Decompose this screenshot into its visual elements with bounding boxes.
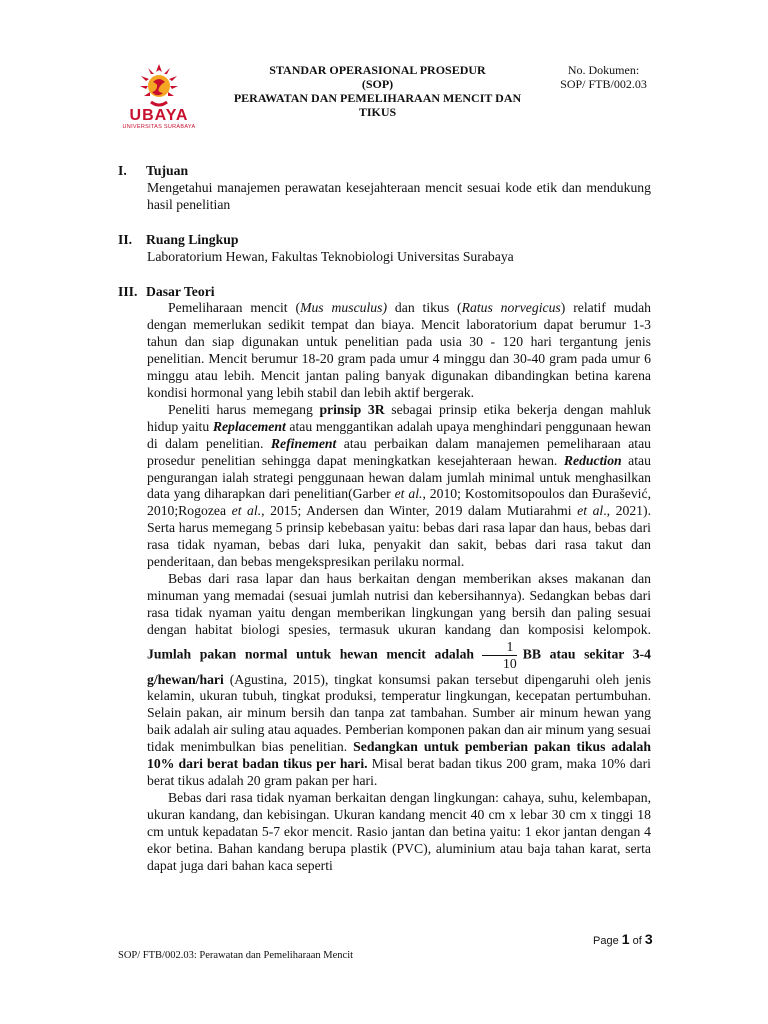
document-header <box>118 60 658 130</box>
paragraph: Bebas dari rasa lapar dan haus berkaitan dengan memberikan akses makanan dan minuman yang memadai (sesuai jumlah nutrisi dan kebersihannya). Sedangkan bebas dari rasa tidak nyaman yaitu dengan memberikan lingkungan yang bersih dan paling sesuai dengan habitat biologi spesies, termasuk ukuran kandang dan komposisi kelompok. Jumlah pakan normal untuk hewan mencit adalah $\frac{1}{10}$ BB atau sekitar 3-4 g/hewan/hari (Agustina, 2015), tingkat konsumsi pakan tersebut dipengaruhi oleh jenis kelamin, ukuran tubuh, tingkat produksi, temperatur lingkungan, kecepatan pertumbuhan. Selain pakan, air minum bersih dan tanpa zat tambahan. Sumber air minum hewan yang baik adalah air suling atau aquades. Pemberian komponen pakan dan air minum yang sesuai tidak menimbulkan bias penelitian. Sedangkan untuk pemberian pakan tikus adalah 10% dari berat badan tikus per hari. Misal berat badan tikus 200 gram, maka 10% dari berat tikus adalah 20 gram pakan per hari. <box>147 570 652 788</box>
section-heading: III. Dasar Teori <box>118 283 215 299</box>
doc-number: SOP/ FTB/002.03 <box>560 77 647 91</box>
page-number: Page 1 of 3 <box>593 931 653 947</box>
paragraph: Peneliti harus memegang prinsip 3R sebagai prinsip etika bekerja dengan mahluk hidup yaitu Replacement atau menggantikan adalah upaya menghindari penggunaan hewan di dalam penelitian. Refinement atau perbaikan dalam manajemen pemeliharaan atau prosedur penelitian sehingga dapat meningkatkan kesejahteraan hewan. Reduction atau pengurangan ialah strategi penggunaan hewan dalam jumlah minimal untuk menghasilkan data yang diharapkan dari penelitian(Garber et al., 2010; Kostomitsopoulos dan Đurašević, 2010;Rogozea et al., 2015; Andersen dan Winter, 2019 dalam Mutiarahmi et al., 2021). Serta harus memegang 5 prinsip kebebasan yaitu: bebas dari rasa lapar dan haus, bebas dari rasa tidak nyaman, bebas dari luka, penyakit dan sakit, bebas dari rasa takut dan penderitaan, dan bebas mengekspresikan perilaku normal. <box>147 401 652 570</box>
section-text: Mengetahui manajemen perawatan kesejahteraan mencit sesuai kode etik dan mendukung hasil penelitian <box>147 179 651 212</box>
document-number-block <box>551 63 656 91</box>
section-ruang-lingkup <box>118 232 651 266</box>
section-heading: II. Ruang Lingkup <box>118 231 239 247</box>
footer-text: SOP/ FTB/002.03: Perawatan dan Pemeliharaan Mencit <box>118 950 354 961</box>
doc-label: No. Dokumen: <box>567 63 640 77</box>
title-line: TIKUS <box>358 105 397 119</box>
section-tujuan <box>118 163 651 214</box>
document-body <box>118 163 651 874</box>
ubaya-emblem-icon <box>137 62 181 110</box>
section-heading: I. Tujuan <box>118 163 189 178</box>
paragraph: Pemeliharaan mencit (Mus musculus) dan tikus (Ratus norvegicus) relatif mudah dengan memerlukan sedikit tempat dan biaya. Mencit laboratorium dapat berumur 1-3 tahun dan siap digunakan untuk penelitian pada usia 30 - 120 hari tergantung jenis penelitian. Mencit berumur 18-20 gram pada umur 4 minggu dan 30-40 gram pada umur 6 minggu atau lebih. Mencit jantan paling banyak digunakan dibandingkan betina karena kondisi hormonal yang lebih stabil dan lebih aktif bergerak. <box>147 300 651 400</box>
title-line: STANDAR OPERASIONAL PROSEDUR <box>269 63 486 77</box>
section-dasar-teori <box>118 284 651 875</box>
document-title <box>210 63 545 119</box>
title-line: (SOP) <box>361 77 394 91</box>
section-text: Laboratorium Hewan, Fakultas Teknobiologi Universitas Surabaya <box>147 248 514 264</box>
paragraph: Bebas dari rasa tidak nyaman berkaitan dengan lingkungan: cahaya, suhu, kelembapan, ukuran kandang, dan kebisingan. Ukuran kandang mencit 40 cm x lebar 30 cm x tinggi 18 cm untuk kepadatan 5-7 ekor mencit. Rasio jantan dan betina yaitu: 1 ekor jantan dengan 4 ekor betina. Bahan kandang berupa plastik (PVC), aluminium atau baja tahan karat, serta dapat juga dari bahan kaca seperti <box>147 789 651 873</box>
fraction: $\frac{1}{10}$ <box>482 639 517 672</box>
ubaya-logo <box>118 62 200 131</box>
logo-wordmark: UBAYA <box>129 107 189 124</box>
title-line: PERAWATAN DAN PEMELIHARAAN MENCIT DAN <box>233 91 522 105</box>
logo-subtext: UNIVERSITAS SURABAYA <box>122 124 196 130</box>
